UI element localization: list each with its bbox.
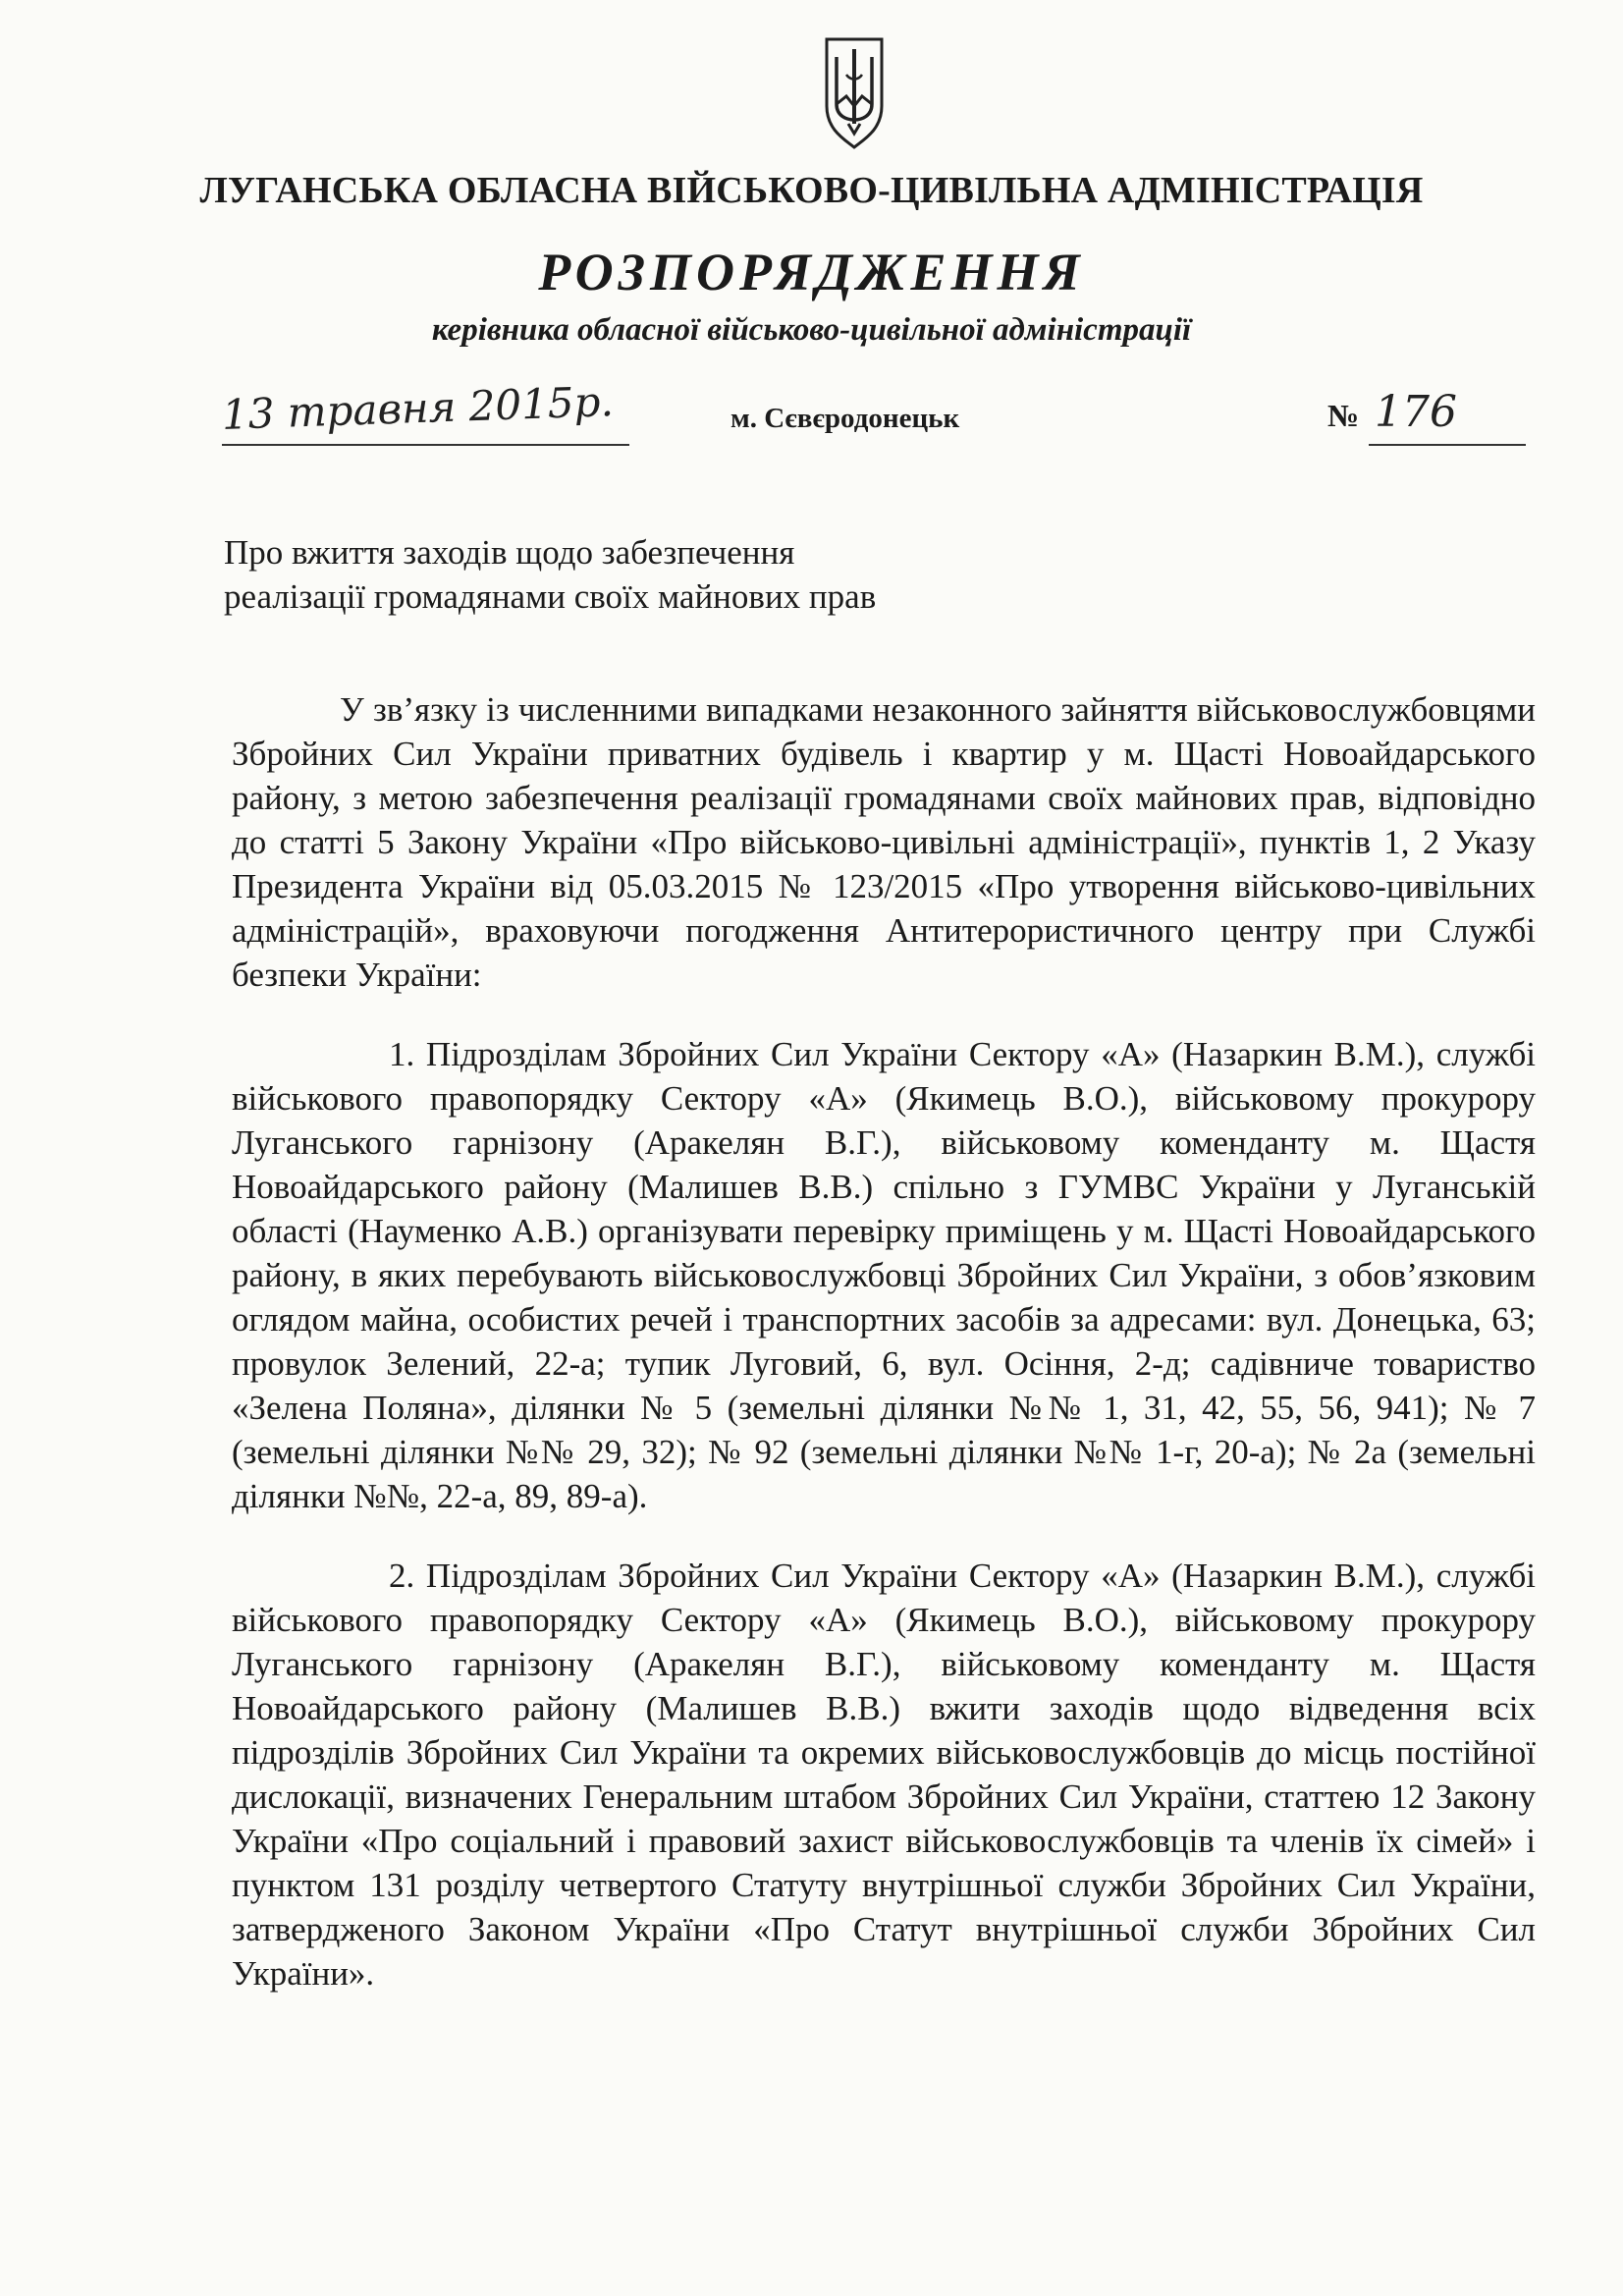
order-item: 2. Підрозділам Збройних Сил України Сектору «А» (Назаркин В.М.), службі військового правопорядку Сектору «А» (Якимець В.О.), військовому прокурору Луганського гарнізону (Аракелян В.Г.), військовому коменданту м. Щастя Новоайдарського району (Малишев В.В.) вжити заходів щодо відведення всіх підрозділів Збройних Сил України та окремих військовослужбовців до місць постійної дислокації, визначених Генеральним штабом Збройних Сил України, статтею 12 Закону України «Про соціальний і правовий захист військовослужбовців та членів їх сімей» і пунктом 131 розділу четвертого Статуту внутрішньої служби Збройних Сил України, затвердженого Законом України «Про Статут внутрішньої служби Збройних Сил України». xyxy=(232,1557,1536,1993)
document-type: РОЗПОРЯДЖЕННЯ xyxy=(538,243,1085,301)
document-date: 13 травня 2015р. xyxy=(221,377,615,439)
document-subtitle: керівника обласної військово-цивільної адміністрації xyxy=(431,312,1192,348)
organization-title: ЛУГАНСЬКА ОБЛАСНА ВІЙСЬКОВО-ЦИВІЛЬНА АДМІНІСТРАЦІЯ xyxy=(199,170,1424,211)
document-number: 176 xyxy=(1375,387,1457,437)
preamble-paragraph: У зв’язку із численними випадками незаконного зайняття військовослужбовцями Збройних Сил України приватних будівель і квартир у м. Щасті Новоайдарського району, з метою забезпечення реалізації громадянами своїх майнових прав, відповідно до статті 5 Закону України «Про військово-цивільні адміністрації», пунктів 1, 2 Указу Президента України від 05.03.2015 № 123/2015 «Про утворення військово-цивільних адміністрацій», враховуючи погодження Антитерористичного центру при Службі безпеки України: xyxy=(232,690,1536,994)
date-underline xyxy=(222,444,629,446)
order-item: 1. Підрозділам Збройних Сил України Сектору «А» (Назаркин В.М.), службі військового правопорядку Сектору «А» (Якимець В.О.), військовому прокурору Луганського гарнізону (Аракелян В.Г.), військовому коменданту м. Щастя Новоайдарського району (Малишев В.В.) спільно з ГУМВС України у Луганській області (Науменко А.В.) організувати перевірку приміщень у м. Щасті Новоайдарського району, в яких перебувають військовослужбовці Збройних Сил України, з обов’язковим оглядом майна, особистих речей і транспортних засобів за адресами: вул. Донецька, 63; провулок Зелений, 22-а; тупик Луговий, 6, вул. Осіння, 2-д; садівниче товариство «Зелена Поляна», ділянки № 5 (земельні ділянки №№ 1, 31, 42, 55, 56, 941); № 7 (земельні ділянки №№ 29, 32); № 92 (земельні ділянки №№ 1-г, 20-а); № 2а (земельні ділянки №№, 22-а, 89, 89-а). xyxy=(232,1035,1536,1515)
trident-emblem-icon xyxy=(821,35,888,151)
document-body xyxy=(232,687,1536,1995)
document-city: м. Сєвєродонецьк xyxy=(730,403,960,434)
number-underline xyxy=(1369,444,1526,446)
number-label: № xyxy=(1327,398,1360,433)
document-subject: Про вжиття заходів щодо забезпечення реалізації громадянами своїх майнових прав xyxy=(224,533,877,616)
